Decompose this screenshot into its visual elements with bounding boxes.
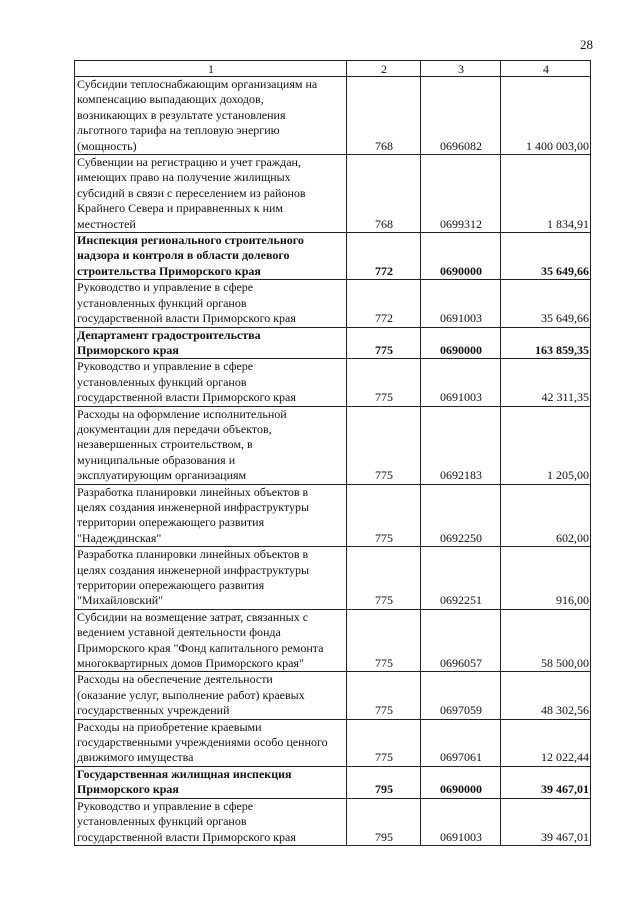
row-amount: 39 467,01 [501, 766, 591, 798]
row-amount: 602,00 [501, 484, 591, 547]
table-row [75, 77, 591, 155]
row-description: Разработка планировки линейных объектов в целях создания инженерной инфраструктуры территории опережающего развития "Михайловский" [75, 547, 347, 610]
row-target-code: 0690000 [421, 766, 501, 798]
table-row [75, 327, 591, 359]
row-ministry-code: 775 [347, 547, 421, 610]
row-description: Субсидии теплоснабжающим организациям на компенсацию выпадающих доходов, возникающих в результате установления льготного тарифа на тепловую энергию (мощность) [75, 77, 347, 155]
row-description: Субвенции на регистрацию и учет граждан, имеющих право на получение жилищных субсидий в связи с переселением из районов Крайнего Севера и приравненных к ним местностей [75, 155, 347, 233]
table-row [75, 406, 591, 484]
row-description: Государственная жилищная инспекция Приморского края [75, 766, 347, 798]
row-ministry-code: 775 [347, 484, 421, 547]
row-amount: 12 022,44 [501, 719, 591, 766]
row-target-code: 0690000 [421, 327, 501, 359]
row-target-code: 0691003 [421, 280, 501, 327]
row-ministry-code: 775 [347, 719, 421, 766]
row-target-code: 0692183 [421, 406, 501, 484]
row-description: Субсидии на возмещение затрат, связанных с ведением уставной деятельности фонда Приморского края "Фонд капитального ремонта многоквартирных домов Приморского края" [75, 609, 347, 672]
header-col-1: 1 [75, 61, 347, 77]
table-row [75, 609, 591, 672]
row-ministry-code: 775 [347, 672, 421, 719]
row-description: Руководство и управление в сфере установленных функций органов государственной власти Приморского края [75, 798, 347, 845]
table-row [75, 766, 591, 798]
row-ministry-code: 795 [347, 766, 421, 798]
table-row [75, 547, 591, 610]
page-number: 28 [580, 37, 593, 52]
row-target-code: 0697059 [421, 672, 501, 719]
row-ministry-code: 768 [347, 155, 421, 233]
budget-table [74, 60, 591, 846]
row-ministry-code: 772 [347, 233, 421, 280]
row-target-code: 0699312 [421, 155, 501, 233]
row-ministry-code: 775 [347, 359, 421, 406]
row-amount: 42 311,35 [501, 359, 591, 406]
row-amount: 48 302,56 [501, 672, 591, 719]
row-target-code: 0691003 [421, 798, 501, 845]
row-description: Руководство и управление в сфере установленных функций органов государственной власти Приморского края [75, 280, 347, 327]
row-amount: 35 649,66 [501, 233, 591, 280]
row-description: Расходы на приобретение краевыми государственными учреждениями особо ценного движимого имущества [75, 719, 347, 766]
row-amount: 163 859,35 [501, 327, 591, 359]
row-amount: 58 500,00 [501, 609, 591, 672]
table-row [75, 155, 591, 233]
header-col-4: 4 [501, 61, 591, 77]
row-description: Руководство и управление в сфере установленных функций органов государственной власти Приморского края [75, 359, 347, 406]
row-ministry-code: 772 [347, 280, 421, 327]
row-amount: 1 205,00 [501, 406, 591, 484]
row-description: Департамент градостроительства Приморского края [75, 327, 347, 359]
row-amount: 1 400 003,00 [501, 77, 591, 155]
table-body [75, 77, 591, 846]
row-target-code: 0691003 [421, 359, 501, 406]
row-ministry-code: 775 [347, 609, 421, 672]
row-target-code: 0696057 [421, 609, 501, 672]
table-row [75, 719, 591, 766]
row-amount: 39 467,01 [501, 798, 591, 845]
header-row [75, 61, 591, 77]
row-ministry-code: 768 [347, 77, 421, 155]
row-description: Инспекция регионального строительного надзора и контроля в области долевого строительства Приморского края [75, 233, 347, 280]
row-ministry-code: 795 [347, 798, 421, 845]
row-description: Расходы на оформление исполнительной документации для передачи объектов, незавершенных строительством, в муниципальные образования и эксплуатирующим организациям [75, 406, 347, 484]
row-ministry-code: 775 [347, 406, 421, 484]
row-description: Расходы на обеспечение деятельности (оказание услуг, выполнение работ) краевых государственных учреждений [75, 672, 347, 719]
table-header [75, 61, 591, 77]
header-col-2: 2 [347, 61, 421, 77]
table-row [75, 484, 591, 547]
row-description: Разработка планировки линейных объектов в целях создания инженерной инфраструктуры территории опережающего развития "Надеждинская" [75, 484, 347, 547]
row-ministry-code: 775 [347, 327, 421, 359]
table-row [75, 233, 591, 280]
table-row [75, 798, 591, 845]
row-amount: 35 649,66 [501, 280, 591, 327]
row-amount: 1 834,91 [501, 155, 591, 233]
row-target-code: 0690000 [421, 233, 501, 280]
table-row [75, 672, 591, 719]
row-target-code: 0692251 [421, 547, 501, 610]
table-row [75, 280, 591, 327]
header-col-3: 3 [421, 61, 501, 77]
table-row [75, 359, 591, 406]
row-target-code: 0692250 [421, 484, 501, 547]
row-target-code: 0697061 [421, 719, 501, 766]
row-amount: 916,00 [501, 547, 591, 610]
row-target-code: 0696082 [421, 77, 501, 155]
